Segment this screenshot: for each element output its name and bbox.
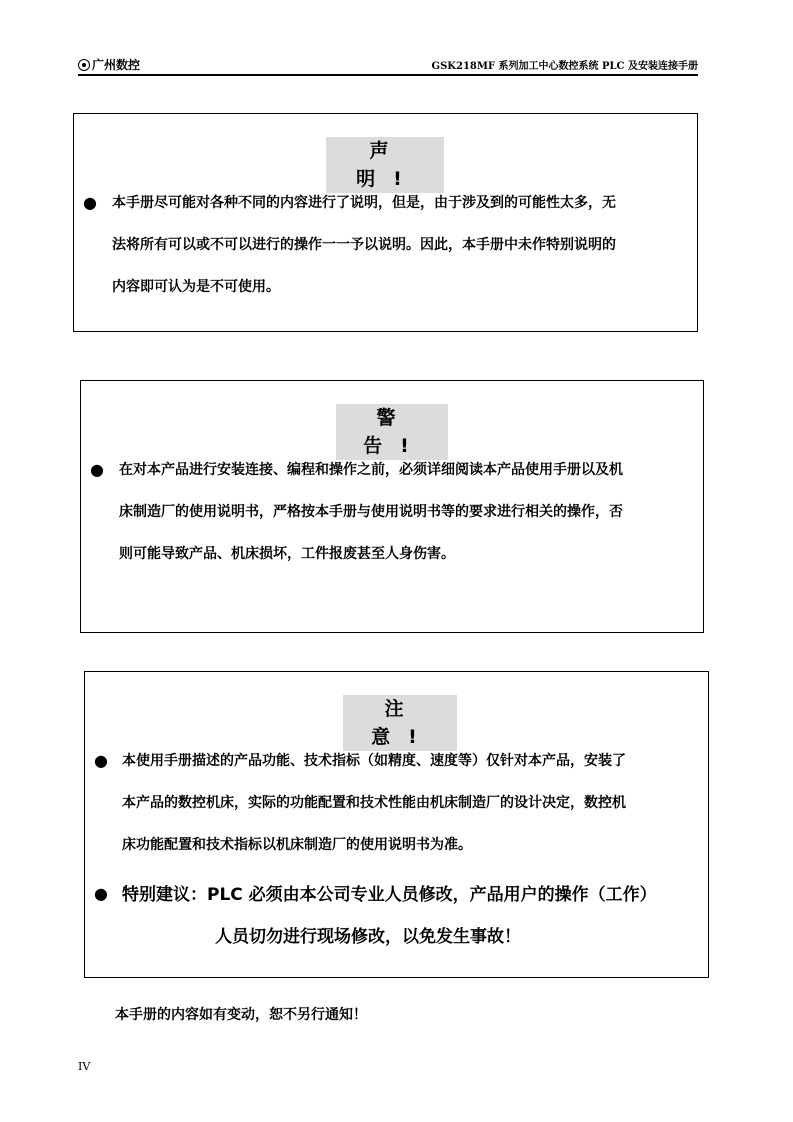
page-number: IV <box>78 1060 91 1073</box>
statement-box <box>73 113 698 332</box>
warning-text <box>119 449 701 575</box>
page-header <box>78 56 698 74</box>
caution-text-2 <box>122 874 706 958</box>
text-line: 人员切勿进行现场修改，以免发生事故！ <box>215 927 521 947</box>
statement-title: 声 明! <box>326 137 444 193</box>
text-line: 本产品的数控机床，实际的功能配置和技术性能由机床制造厂的设计决定，数控机 <box>122 795 626 811</box>
document-title: GSK218MF 系列加工中心数控系统 PLC 及安装连接手册 <box>431 61 698 72</box>
gsk-logo-icon <box>78 59 90 71</box>
text-line: 法将所有可以或不可以进行的操作一一予以说明。因此，本手册中未作特别说明的 <box>112 237 616 253</box>
statement-bullet-icon: ● <box>83 193 97 212</box>
caution-bullet-icon: ● <box>94 751 108 770</box>
text-line: 在对本产品进行安装连接、编程和操作之前，必须详细阅读本产品使用手册以及机 <box>119 462 623 478</box>
text-line: 本使用手册描述的产品功能、技术指标（如精度、速度等）仅针对本产品，安装了 <box>122 753 626 769</box>
warning-bullet-icon: ● <box>90 460 104 479</box>
header-rule <box>78 74 698 76</box>
text-line: 特别建议：PLC 必须由本公司专业人员修改，产品用户的操作（工作） <box>122 885 657 905</box>
statement-text <box>112 182 692 308</box>
caution-bullet-icon: ● <box>94 884 108 903</box>
text-line: 则可能导致产品、机床损坏，工件报废甚至人身伤害。 <box>119 546 455 562</box>
warning-title: 警 告! <box>336 404 448 460</box>
text-line: 床制造厂的使用说明书，严格按本手册与使用说明书等的要求进行相关的操作，否 <box>119 504 623 520</box>
text-line: 内容即可认为是不可使用。 <box>112 279 280 295</box>
company-name: 广州数控 <box>92 58 141 72</box>
caution-text-1 <box>122 740 706 866</box>
caution-title: 注 意! <box>343 695 457 751</box>
company-logo <box>78 56 140 73</box>
caution-box <box>84 671 709 978</box>
text-line: 床功能配置和技术指标以机床制造厂的使用说明书为准。 <box>122 837 472 853</box>
text-line: 本手册尽可能对各种不同的内容进行了说明，但是，由于涉及到的可能性太多，无 <box>112 195 616 211</box>
warning-box <box>80 380 704 633</box>
change-notice: 本手册的内容如有变动，恕不另行通知！ <box>115 1007 367 1023</box>
